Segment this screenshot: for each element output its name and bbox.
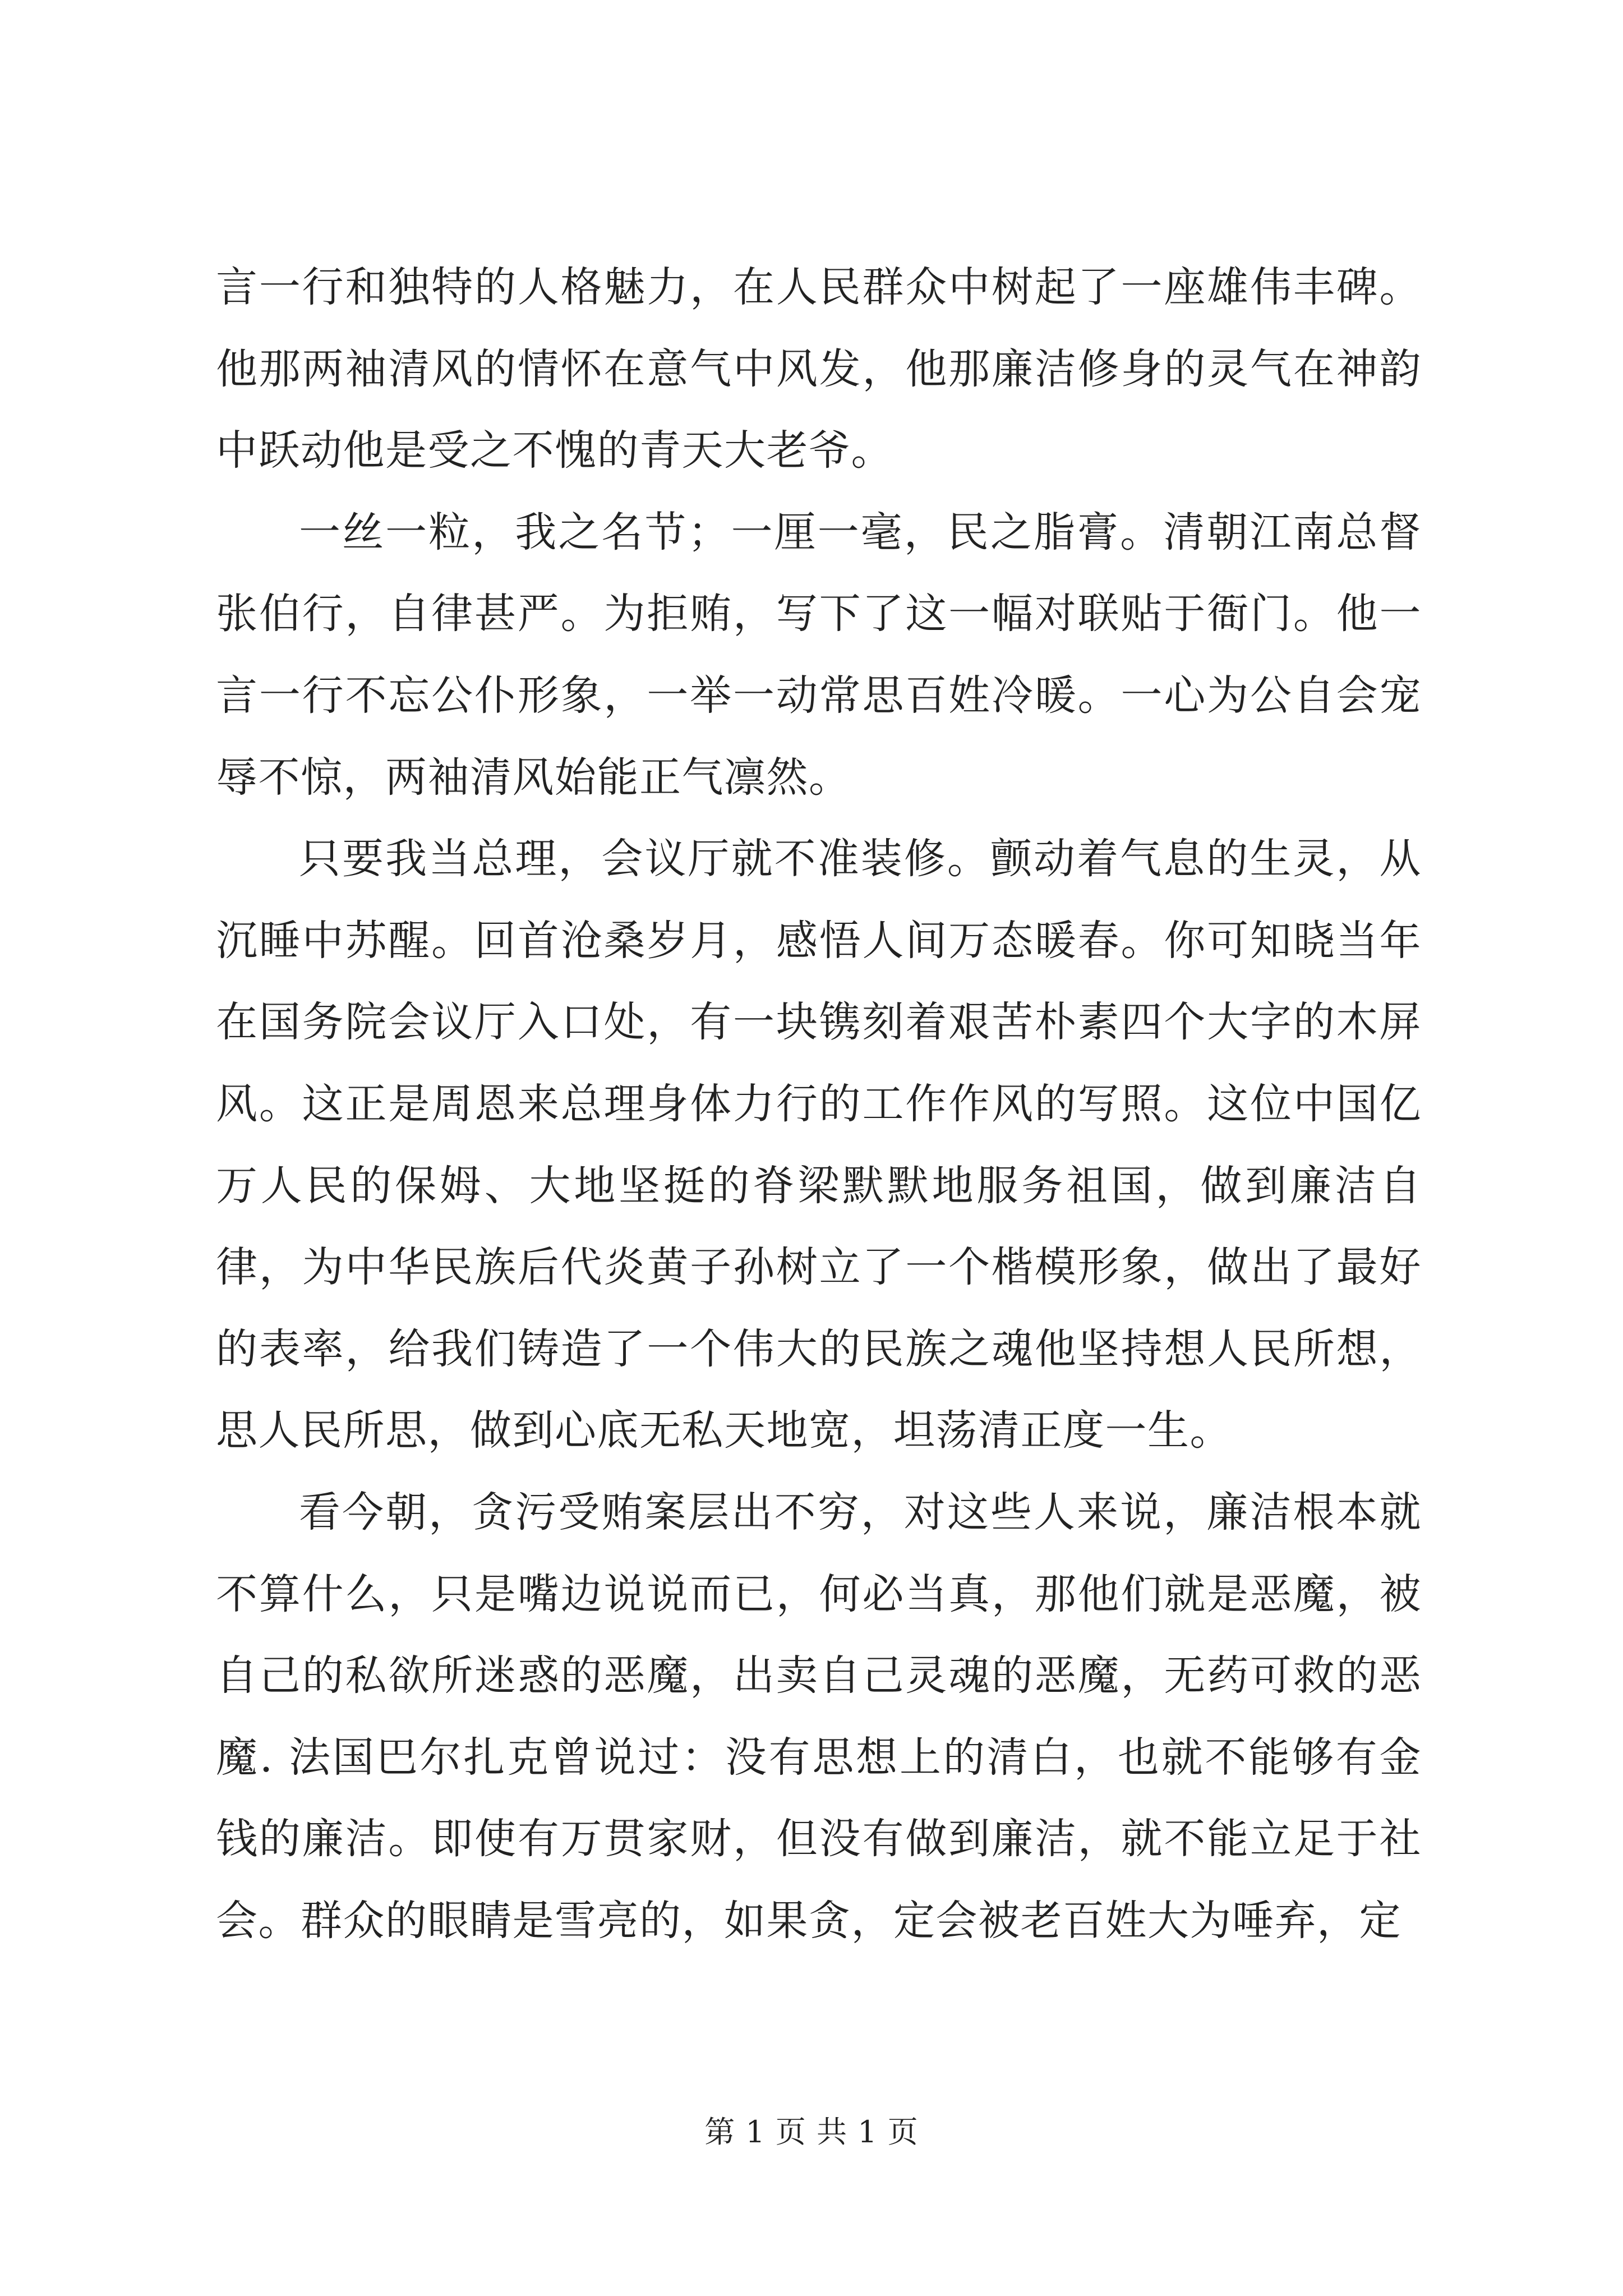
paragraph-4: 看今朝，贪污受贿案层出不穷，对这些人来说，廉洁根本就不算什么，只是嘴边说说而已，何必当真，那他们就是恶魔，被自己的私欲所迷惑的恶魔，出卖自己灵魂的恶魔，无药可救的恶魔. 法国巴尔扎克曾说过：没有思想上的清白，也就不能够有金钱的廉洁。即使有万贯家财，但没有做到廉洁，就不能立足于社会。群众的眼睛是雪亮的，如果贪，定会被老百姓大为唾弃，定 (216, 1488, 1422, 1945)
paragraph-2: 一丝一粒，我之名节；一厘一毫，民之脂膏。清朝江南总督张伯行，自律甚严。为拒贿，写下了这一幅对联贴于衙门。他一言一行不忘公仆形象，一举一动常思百姓冷暖。一心为公自会宠辱不惊，两袖清风始能正气凛然。 (216, 508, 1422, 802)
page-number-footer: 第 1 页 共 1 页 (704, 2114, 919, 2150)
paragraph-3: 只要我当总理，会议厅就不准装修。颤动着气息的生灵，从沉睡中苏醒。回首沧桑岁月，感悟人间万态暖春。你可知晓当年在国务院会议厅入口处，有一块镌刻着艰苦朴素四个大字的木屏风。这正是周恩来总理身体力行的工作作风的写照。这位中国亿万人民的保姆、大地坚挺的脊梁默默地服务祖国，做到廉洁自律，为中华民族后代炎黄子孙树立了一个楷模形象，做出了最好的表率，给我们铸造了一个伟大的民族之魂他坚持想人民所想，思人民所思，做到心底无私天地宽，坦荡清正度一生。 (216, 835, 1422, 1455)
paragraph-1: 言一行和独特的人格魅力，在人民群众中树起了一座雄伟丰碑。他那两袖清风的情怀在意气中风发，他那廉洁修身的灵气在神韵中跃动他是受之不愧的青天大老爷。 (216, 263, 1422, 475)
body-text (216, 247, 1422, 1962)
